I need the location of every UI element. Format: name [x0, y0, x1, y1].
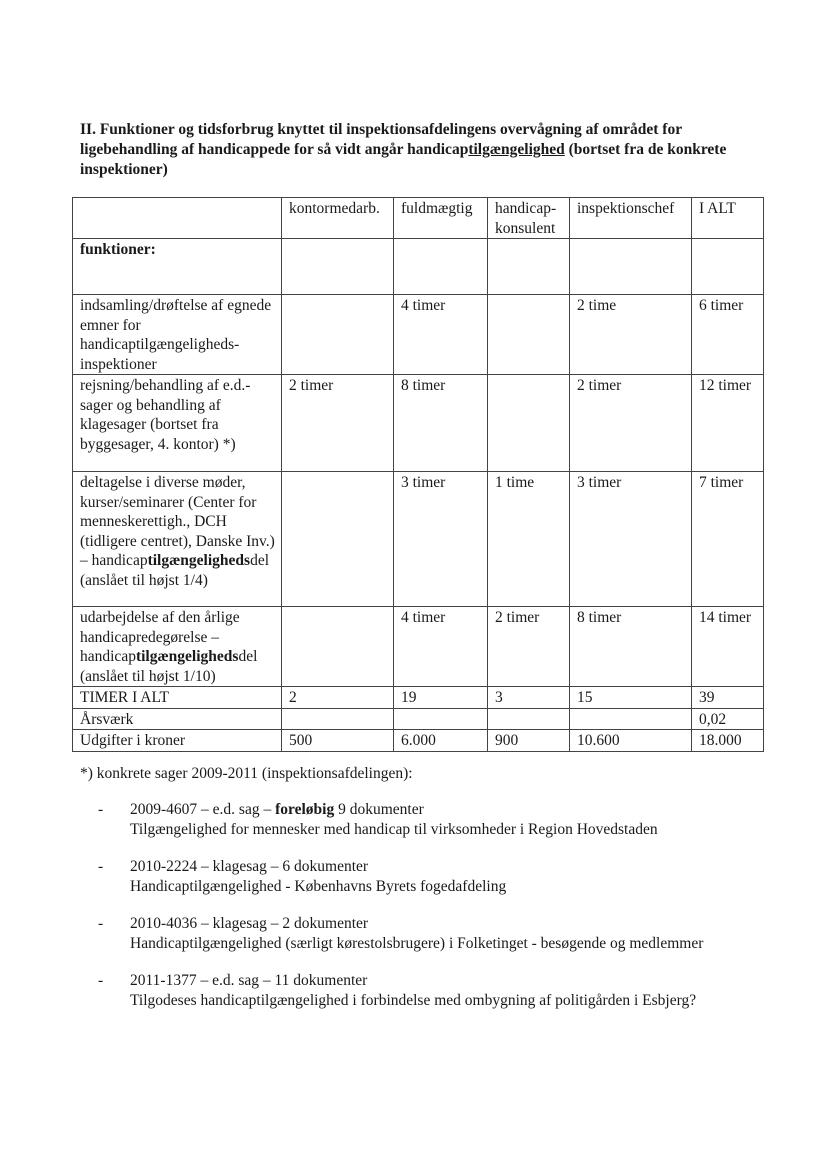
table-cell: 2 timer — [488, 607, 570, 687]
table-cell: 12 timer — [692, 375, 764, 472]
case-number-line: 2011-1377 – e.d. sag – 11 dokumenter — [130, 972, 368, 989]
table-cell — [282, 472, 394, 607]
expenses-row — [73, 730, 764, 752]
list-item — [80, 857, 780, 897]
footnote: *) konkrete sager 2009-2011 (inspektionsafdelingen): — [80, 765, 413, 782]
table-cell: 2 timer — [570, 375, 692, 472]
man-year-row — [73, 708, 764, 730]
table-cell — [488, 239, 570, 295]
table-cell: 0,02 — [692, 708, 764, 730]
case-title: Tilgodeses handicaptilgængelighed i forbindelse med ombygning af politigården i Esbjerg? — [130, 992, 697, 1009]
case-title: Handicaptilgængelighed (særligt kørestolsbrugere) i Folketinget - besøgende og medlemmer — [130, 935, 704, 952]
table-cell: 2 time — [570, 295, 692, 375]
table-cell: 3 — [488, 687, 570, 709]
bullet-dash: - — [98, 801, 104, 818]
table-cell — [488, 708, 570, 730]
case-number-line: 2009-4607 – e.d. sag – foreløbig 9 dokumenter — [130, 801, 424, 818]
table-cell: 8 timer — [394, 375, 488, 472]
table-cell: 2 timer — [282, 375, 394, 472]
case-number-line: 2010-2224 – klagesag – 6 dokumenter — [130, 858, 369, 875]
section-heading — [80, 120, 760, 180]
row-label: udarbejdelse af den årlige handicapredegørelse – handicaptilgængelighedsdel (anslået til højst 1/10) — [73, 607, 282, 687]
table-cell: 4 timer — [394, 295, 488, 375]
table-cell — [282, 708, 394, 730]
row-label: Udgifter i kroner — [73, 730, 282, 752]
time-usage-table — [72, 197, 764, 752]
table-cell: 15 — [570, 687, 692, 709]
table-cell — [282, 239, 394, 295]
table-cell — [488, 375, 570, 472]
table-cell — [692, 239, 764, 295]
case-number-line: 2010-4036 – klagesag – 2 dokumenter — [130, 915, 369, 932]
row-label: deltagelse i diverse møder, kurser/seminarer (Center for menneskerettigh., DCH (tidligere centret), Danske Inv.) – handicaptilgængelighedsdel (anslået til højst 1/4) — [73, 472, 282, 607]
heading-text: II. Funktioner og tidsforbrug knyttet til inspektionsafdelingens overvågning af området for ligebehandling af handicappede for så vidt angår handicap — [80, 121, 682, 158]
row-label: rejsning/behandling af e.d.-sager og behandling af klagesager (bortset fra byggesager, 4. kontor) *) — [73, 375, 282, 472]
table-header-row — [73, 198, 764, 239]
row-label: indsamling/drøftelse af egnede emner for handicaptilgængeligheds-inspektioner — [73, 295, 282, 375]
case-list — [80, 800, 780, 1028]
col-header: kontormedarb. — [282, 198, 394, 239]
list-item — [80, 971, 780, 1011]
col-header: fuldmægtig — [394, 198, 488, 239]
table-cell: 14 timer — [692, 607, 764, 687]
case-title: Tilgængelighed for mennesker med handicap til virksomheder i Region Hovedstaden — [130, 821, 658, 838]
table-cell — [394, 708, 488, 730]
table-cell: 4 timer — [394, 607, 488, 687]
heading-text-end: (bortset fra de konkrete inspektioner) — [80, 141, 727, 178]
case-title: Handicaptilgængelighed - Københavns Byrets fogedafdeling — [130, 878, 507, 895]
table-cell: 1 time — [488, 472, 570, 607]
table-cell: 3 timer — [394, 472, 488, 607]
table-cell: 500 — [282, 730, 394, 752]
table-cell — [488, 295, 570, 375]
table-cell: 7 timer — [692, 472, 764, 607]
table-cell: 19 — [394, 687, 488, 709]
list-item — [80, 914, 780, 954]
table-row — [73, 295, 764, 375]
table-cell — [282, 295, 394, 375]
table-cell — [570, 239, 692, 295]
col-header: I ALT — [692, 198, 764, 239]
col-header: inspektionschef — [570, 198, 692, 239]
totals-row — [73, 687, 764, 709]
row-label: TIMER I ALT — [73, 687, 282, 709]
list-item — [80, 800, 780, 840]
table-cell: 2 — [282, 687, 394, 709]
table-cell: 6.000 — [394, 730, 488, 752]
table-cell: 10.600 — [570, 730, 692, 752]
table-cell: 39 — [692, 687, 764, 709]
table-cell: 6 timer — [692, 295, 764, 375]
table-header-empty — [73, 198, 282, 239]
table-row — [73, 472, 764, 607]
heading-underlined-word: tilgængelighed — [468, 141, 565, 158]
bullet-dash: - — [98, 972, 104, 989]
row-label: Årsværk — [73, 708, 282, 730]
table-cell: 8 timer — [570, 607, 692, 687]
table-cell: 900 — [488, 730, 570, 752]
col-header: handicap- konsulent — [488, 198, 570, 239]
functions-label-row — [73, 239, 764, 295]
bullet-dash: - — [98, 915, 104, 932]
bullet-dash: - — [98, 858, 104, 875]
table-cell: 3 timer — [570, 472, 692, 607]
table-row — [73, 607, 764, 687]
table-cell — [570, 708, 692, 730]
table-row — [73, 375, 764, 472]
functions-label: funktioner: — [73, 239, 282, 295]
table-cell — [394, 239, 488, 295]
table-cell — [282, 607, 394, 687]
table-cell: 18.000 — [692, 730, 764, 752]
